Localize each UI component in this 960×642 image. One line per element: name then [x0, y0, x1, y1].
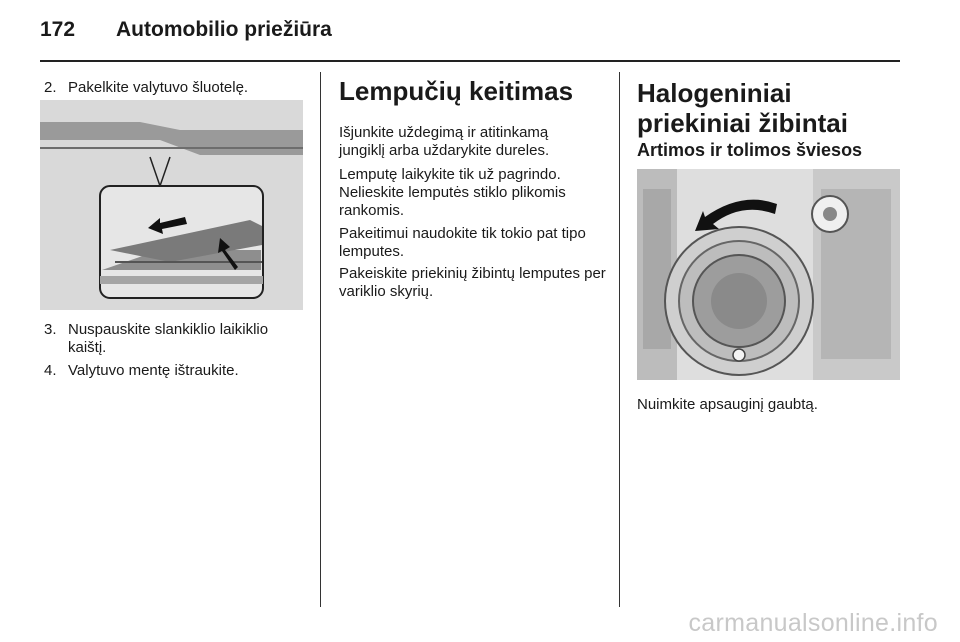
wiper-arm-drawing: [40, 100, 303, 310]
paragraph-engine-bay: Pakeiskite priekinių žibintų lemputes per variklio skyrių.: [339, 265, 606, 300]
paragraph-bulb-handling: Lemputę laikykite tik už pagrindo. Nelieskite lemputės stiklo plikomis rankomis.: [339, 166, 566, 219]
paragraph-same-type: Pakeitimui naudokite tik tokio pat tipo lemputes.: [339, 225, 586, 260]
step-number: 4.: [44, 362, 57, 379]
step-3: [44, 321, 299, 357]
column-divider-right: [619, 72, 620, 607]
step-4: [44, 362, 299, 380]
headlight-cover-drawing: [637, 169, 900, 380]
step-text: Pakelkite valytuvo šluotelę.: [68, 79, 249, 96]
step-text: Nuspauskite slankiklio laikiklio kaištį.: [68, 321, 269, 356]
paragraph-ignition: Išjunkite uždegimą ir atitinkamą jungiklį arba uždarykite dureles.: [339, 124, 550, 159]
step-number: 3.: [44, 321, 57, 338]
header-rule: [40, 60, 900, 62]
step-2: [44, 79, 299, 97]
step-text: Valytuvo mentę ištraukite.: [68, 362, 239, 379]
beam-subheading: Artimos ir tolimos šviesos: [637, 140, 863, 160]
step-number: 2.: [44, 79, 57, 96]
section-heading: Lempučių keitimas: [339, 76, 574, 106]
halogen-heading: Halogeniniai priekiniai žibintai: [637, 78, 848, 138]
wiper-illustration: [40, 100, 303, 310]
running-title: Automobilio priežiūra: [116, 18, 332, 41]
watermark: carmanualsonline.info: [688, 609, 938, 637]
page-number: 172: [40, 18, 76, 41]
column-divider-left: [320, 72, 321, 607]
figure-caption: Nuimkite apsauginį gaubtą.: [637, 396, 818, 413]
headlight-illustration: [637, 169, 900, 380]
